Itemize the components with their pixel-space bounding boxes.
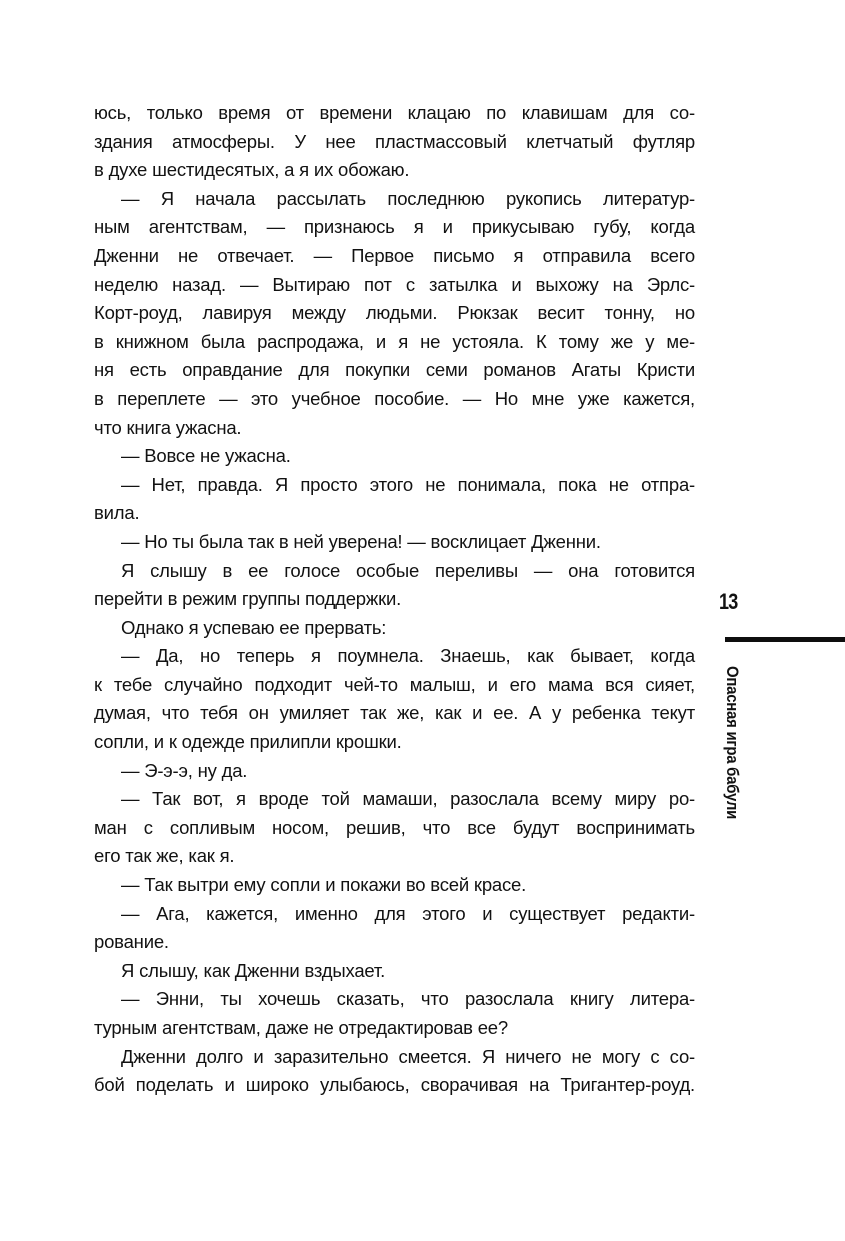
text-line: Дженни долго и заразительно смеется. Я ничего не могу с со- xyxy=(121,1045,695,1067)
text-line: — Но ты была так в ней уверена! — восклицает Дженни. xyxy=(121,530,601,552)
text-line: Однако я успеваю ее прервать: xyxy=(121,616,387,638)
text-line: ным агентствам, — признаюсь я и прикусываю губу, когда xyxy=(94,216,695,238)
text-line: — Так вытри ему сопли и покажи во всей красе. xyxy=(121,874,527,896)
text-line: к тебе случайно подходит чей-то малыш, и его мама вся сияет, xyxy=(94,673,695,695)
text-line: его так же, как я. xyxy=(94,845,235,867)
margin-rule xyxy=(725,637,845,642)
text-line: что книга ужасна. xyxy=(94,416,242,438)
text-line: в переплете — это учебное пособие. — Но мне уже кажется, xyxy=(94,387,695,409)
text-line: — Я начала рассылать последнюю рукопись литератур- xyxy=(121,187,695,209)
text-line: — Ага, кажется, именно для этого и существует редакти- xyxy=(121,902,695,924)
text-line: в духе шестидесятых, а я их обожаю. xyxy=(94,159,410,181)
text-line: здания атмосферы. У нее пластмассовый клетчатый футляр xyxy=(94,130,695,152)
text-line: юсь, только время от времени клацаю по клавишам для со- xyxy=(94,102,695,123)
text-line: — Энни, ты хочешь сказать, что разослала книгу литера- xyxy=(121,988,695,1010)
text-line: Я слышу, как Дженни вздыхает. xyxy=(121,959,386,981)
text-line: Дженни не отвечает. — Первое письмо я отправила всего xyxy=(94,244,695,266)
text-line: бой поделать и широко улыбаюсь, сворачивая на Тригантер-роуд. xyxy=(94,1074,695,1096)
text-line: — Нет, правда. Я просто этого не понимала, пока не отпра- xyxy=(121,473,695,495)
running-title: Опасная игра бабули xyxy=(723,666,742,820)
text-line: перейти в режим группы поддержки. xyxy=(94,588,402,610)
text-line: сопли, и к одежде прилипли крошки. xyxy=(94,731,402,753)
text-line: — Э-э-э, ну да. xyxy=(121,759,248,781)
text-line: ня есть оправдание для покупки семи романов Агаты Кристи xyxy=(94,359,695,381)
text-line: неделю назад. — Вытираю пот с затылка и выхожу на Эрлс- xyxy=(94,273,695,295)
text-line: Я слышу в ее голосе особые переливы — она готовится xyxy=(121,559,695,581)
page-number: 13 xyxy=(719,589,738,614)
text-line: турным агентствам, даже не отредактировав ее? xyxy=(94,1017,508,1038)
text-line: в книжном была распродажа, и я не устояла. К тому же у ме- xyxy=(94,330,695,352)
text-line: думая, что тебя он умиляет так же, как и ее. А у ребенка текут xyxy=(94,702,695,724)
text-line: — Так вот, я вроде той мамаши, разослала всему миру ро- xyxy=(121,788,695,810)
text-line: ман с сопливым носом, решив, что все будут воспринимать xyxy=(94,816,695,838)
text-line: — Да, но теперь я поумнела. Знаешь, как бывает, когда xyxy=(121,645,695,667)
text-line: вила. xyxy=(94,502,140,524)
text-line: — Вовсе не ужасна. xyxy=(121,445,291,467)
text-line: Корт-роуд, лавируя между людьми. Рюкзак весит тонну, но xyxy=(94,302,695,324)
body-text xyxy=(94,99,695,1100)
text-line: рование. xyxy=(94,931,169,953)
